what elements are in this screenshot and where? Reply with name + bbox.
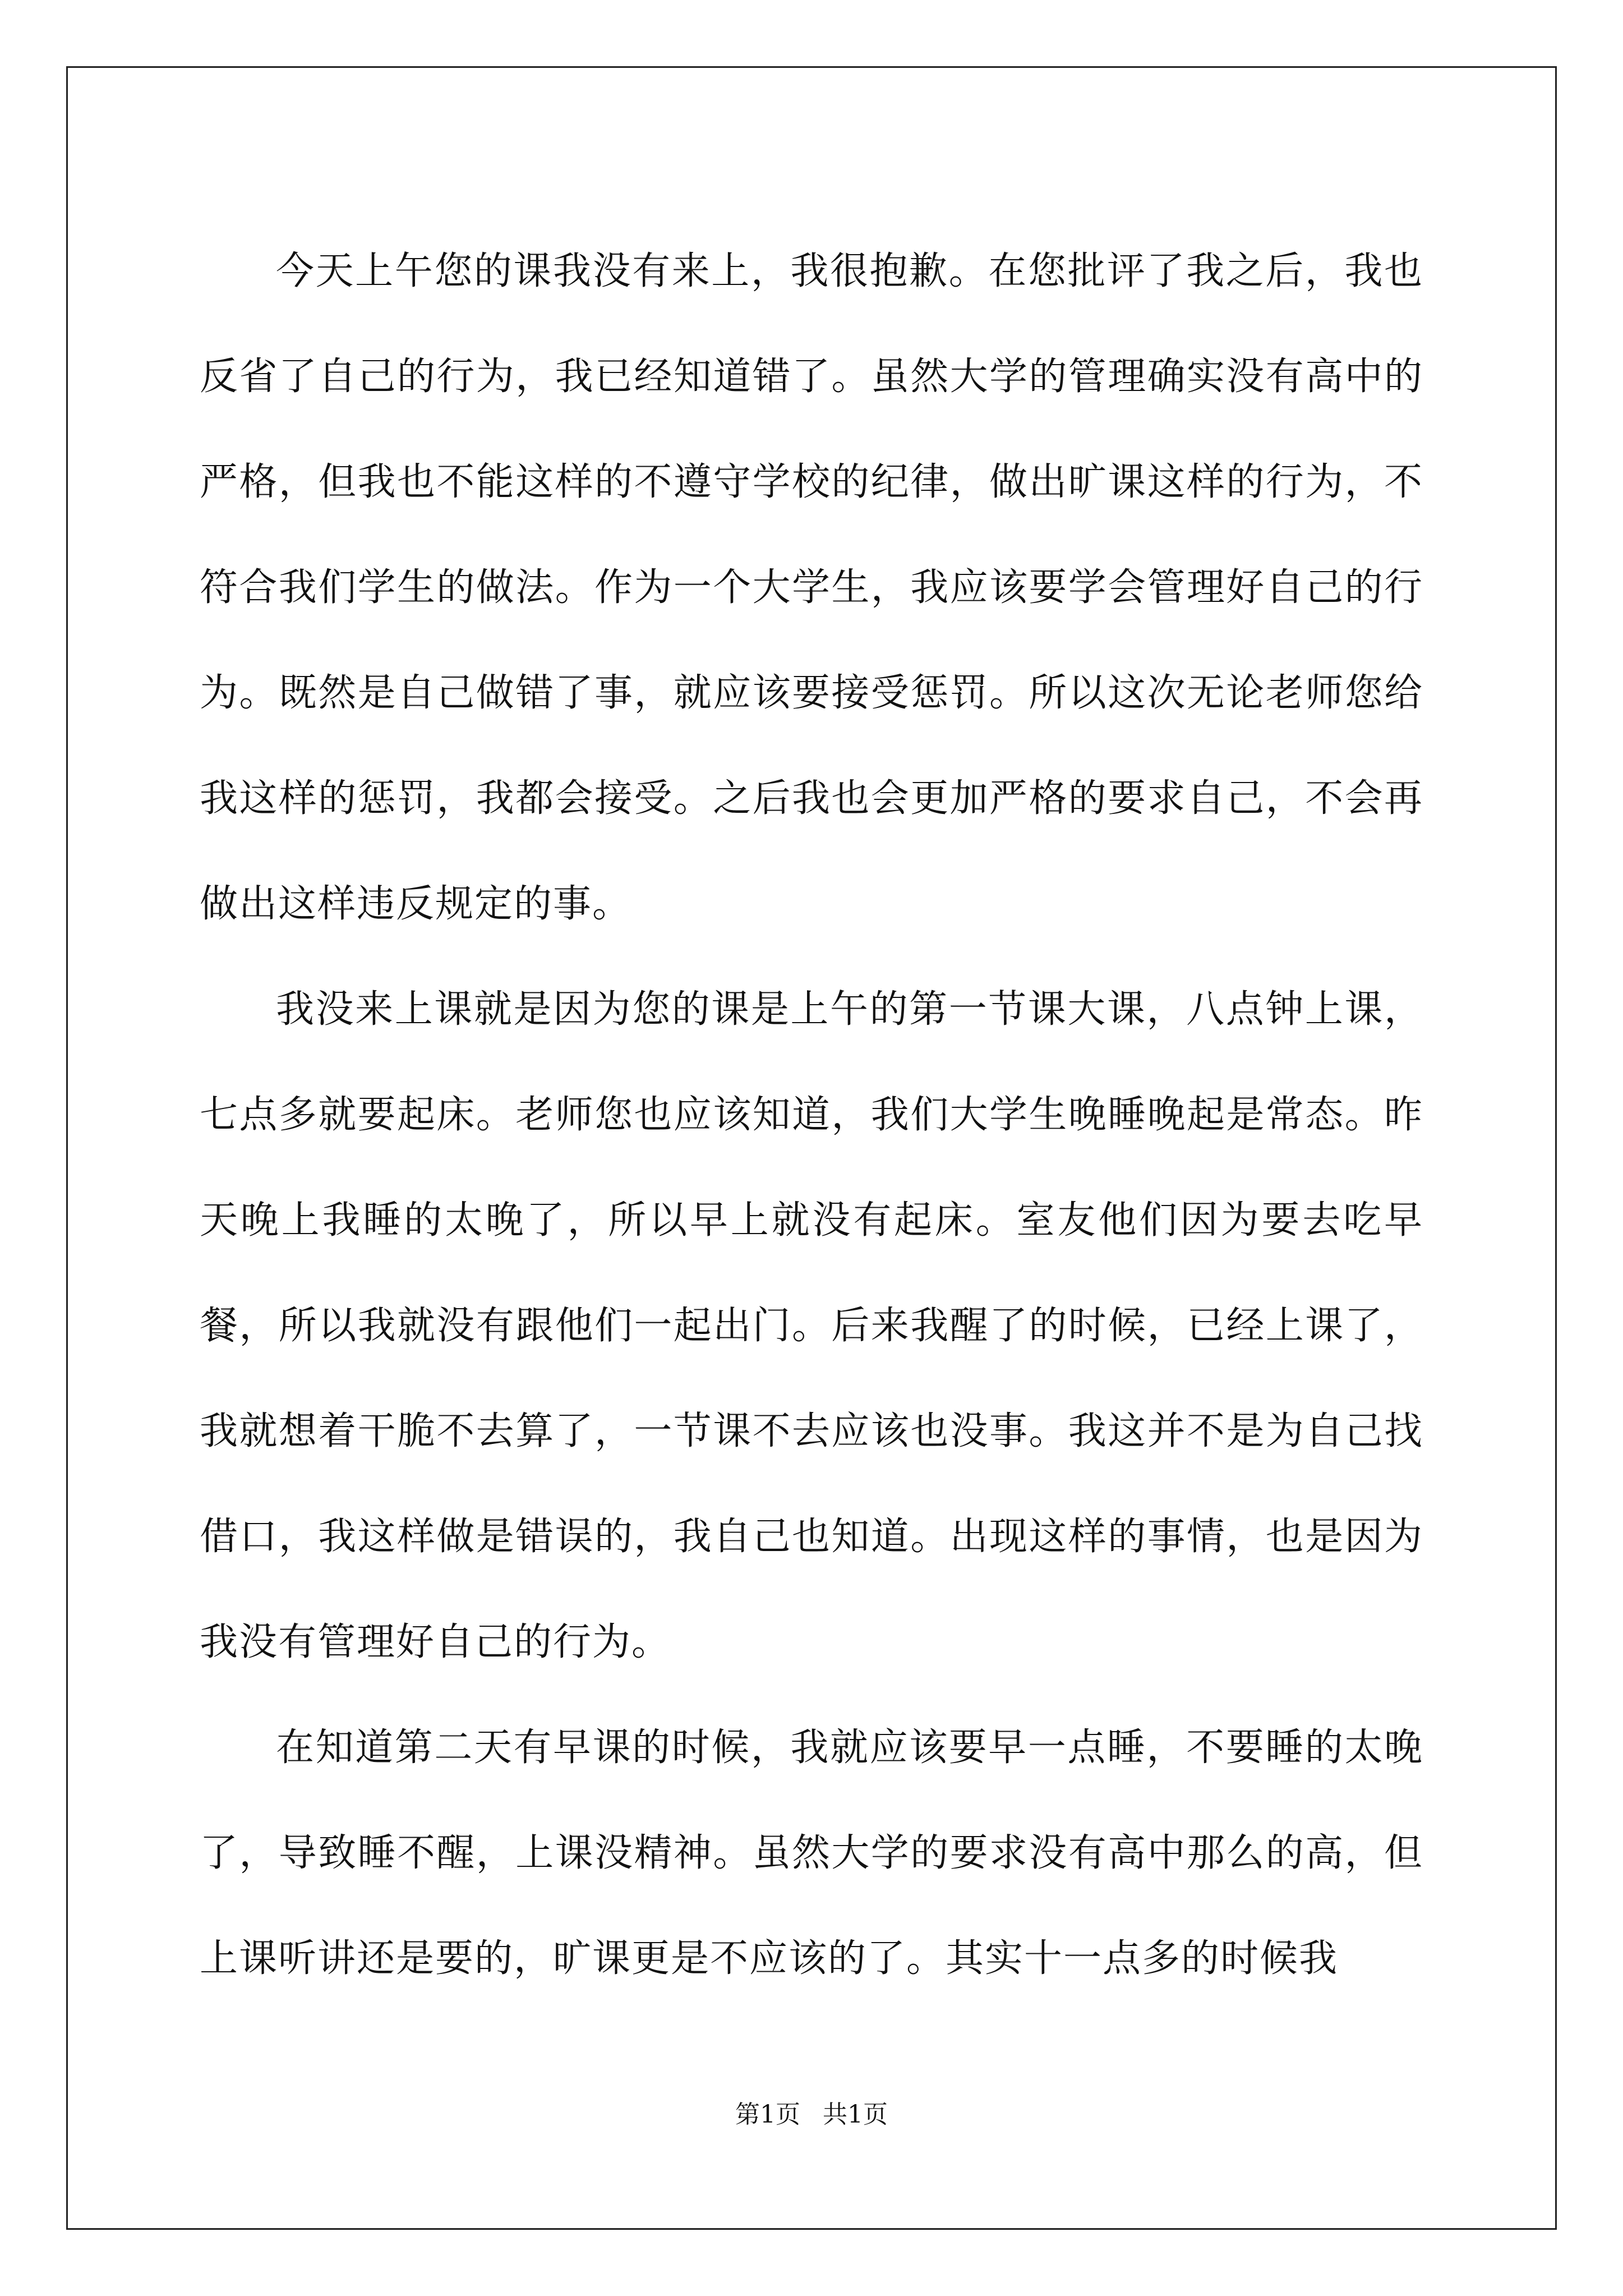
document-body (200, 219, 1423, 2012)
paragraph-2: 我没来上课就是因为您的课是上午的第一节课大课，八点钟上课，七点多就要起床。老师您也应该知道，我们大学生晚睡晚起是常态。昨天晚上我睡的太晚了，所以早上就没有起床。室友他们因为要去吃早餐，所以我就没有跟他们一起出门。后来我醒了的时候，已经上课了，我就想着干脆不去算了，一节课不去应该也没事。我这并不是为自己找借口，我这样做是错误的，我自己也知道。出现这样的事情，也是因为我没有管理好自己的行为。 (200, 987, 1423, 1664)
paragraph-1: 今天上午您的课我没有来上，我很抱歉。在您批评了我之后，我也反省了自己的行为，我已经知道错了。虽然大学的管理确实没有高中的严格，但我也不能这样的不遵守学校的纪律，做出旷课这样的行为，不符合我们学生的做法。作为一个大学生，我应该要学会管理好自己的行为。既然是自己做错了事，就应该要接受惩罚。所以这次无论老师您给我这样的惩罚，我都会接受。之后我也会更加严格的要求自己，不会再做出这样违反规定的事。 (200, 249, 1423, 926)
paragraph-3: 在知道第二天有早课的时候，我就应该要早一点睡，不要睡的太晚了，导致睡不醒，上课没精神。虽然大学的要求没有高中那么的高，但上课听讲还是要的，旷课更是不应该的了。其实十一点多的时候我 (200, 1726, 1423, 1981)
page-number: 第1页 (735, 2100, 800, 2129)
page-footer (0, 2099, 1623, 2131)
page-total: 共1页 (823, 2100, 888, 2129)
